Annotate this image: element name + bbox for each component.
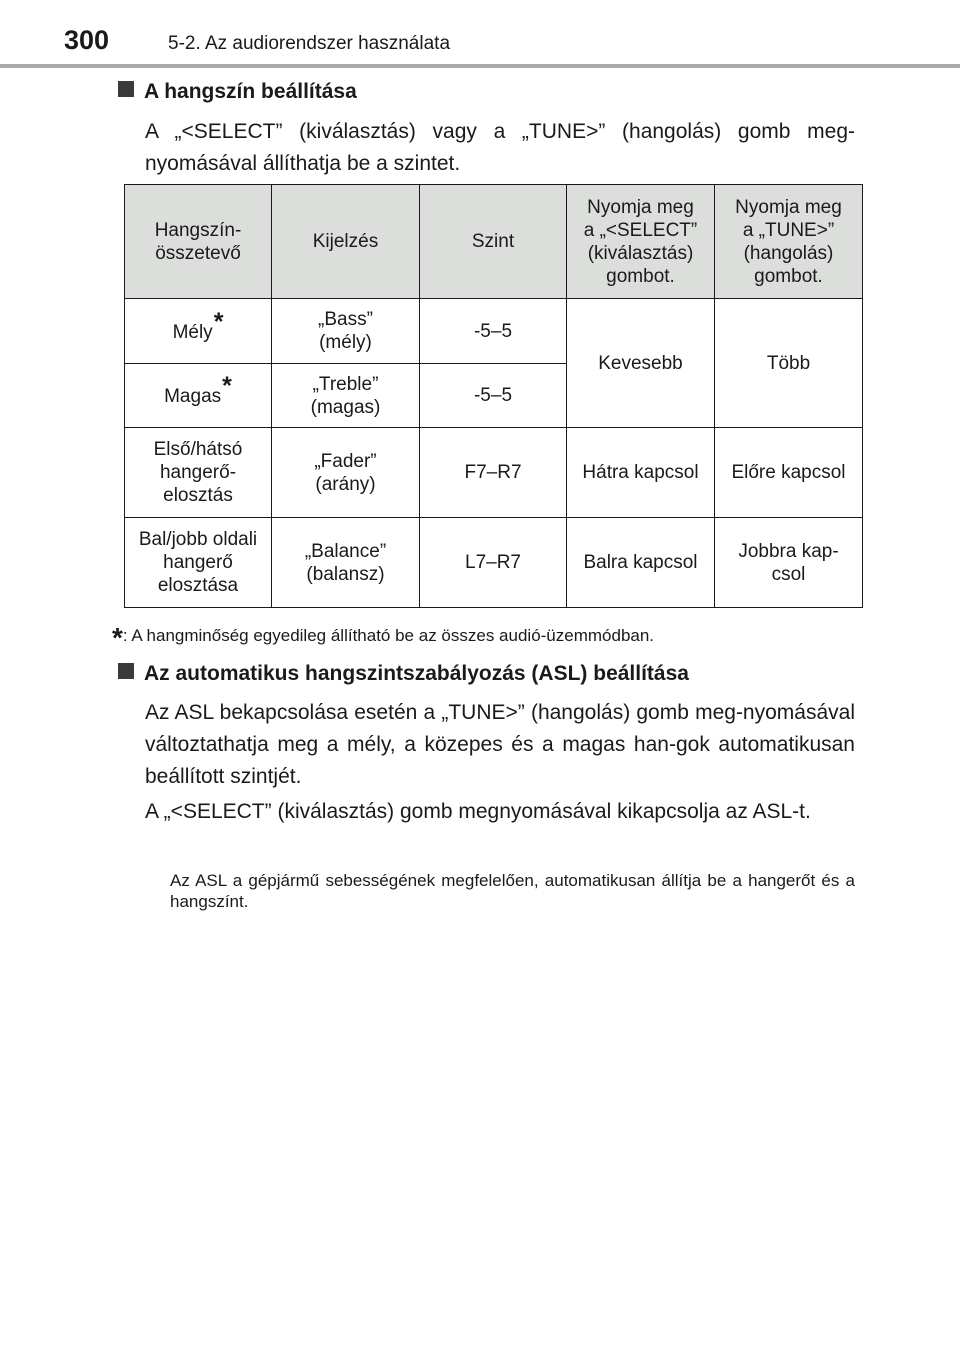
- cell-level: L7–R7: [420, 518, 567, 608]
- cell-tune: Előre kapcsol: [715, 428, 863, 518]
- header-level: Szint: [420, 185, 567, 299]
- asl-paragraph-2: A „<SELECT” (kiválasztás) gomb megnyomásával kikapcsolja az ASL-t.: [145, 800, 811, 823]
- cell-display: „Balance” (balansz): [272, 518, 420, 608]
- cell-display: „Treble” (magas): [272, 364, 420, 428]
- section-title-asl: [118, 660, 689, 688]
- footnote-text: : A hangminőség egyedileg állítható be az összes audió-üzemmódban.: [122, 626, 655, 645]
- tone-settings-table: [124, 184, 863, 608]
- header-component: Hangszín- összetevő: [125, 185, 272, 299]
- tone-paragraph: A „<SELECT” (kiválasztás) vagy a „TUNE>” (hangolás) gomb meg-nyomásával állíthatja be a szintet.: [145, 120, 855, 175]
- header-display: Kijelzés: [272, 185, 420, 299]
- asterisk-mark: *: [213, 307, 224, 336]
- cell-display: „Fader” (arány): [272, 428, 420, 518]
- bullet-square-icon: [118, 81, 134, 97]
- table-row: [125, 428, 863, 518]
- cell-level: -5–5: [420, 364, 567, 428]
- page-number: 300: [64, 25, 110, 55]
- cell-select-merged: Kevesebb: [567, 299, 715, 428]
- section-title-tone: [118, 78, 357, 106]
- header-rule: [0, 64, 960, 68]
- bullet-square-icon: [118, 663, 134, 679]
- table-row: [125, 299, 863, 364]
- table-header-row: [125, 185, 863, 299]
- cell-component: Magas*: [125, 364, 272, 428]
- cell-select: Hátra kapcsol: [567, 428, 715, 518]
- section-title-tone-text: A hangszín beállítása: [144, 80, 357, 103]
- footnote: [112, 620, 655, 653]
- cell-level: -5–5: [420, 299, 567, 364]
- asterisk-mark: *: [222, 372, 232, 400]
- cell-component: Bal/jobb oldali hangerő elosztása: [125, 518, 272, 608]
- section-title-asl-text: Az automatikus hangszintszabályozás (ASL) beállítása: [144, 662, 689, 685]
- cell-tune: Jobbra kap- csol: [715, 518, 863, 608]
- cell-tune-merged: Több: [715, 299, 863, 428]
- asl-note: Az ASL a gépjármű sebességének megfelelően, automatikusan állítja be a hangerőt és a hangszínt.: [170, 871, 855, 911]
- header-select: Nyomja meg a „<SELECT” (kiválasztás) gombot.: [567, 185, 715, 299]
- chapter-title: 5-2. Az audiorendszer használata: [168, 33, 451, 54]
- cell-component: Első/hátsó hangerő- elosztás: [125, 428, 272, 518]
- cell-display: „Bass” (mély): [272, 299, 420, 364]
- page-header: [64, 24, 874, 60]
- header-tune: Nyomja meg a „TUNE>” (hangolás) gombot.: [715, 185, 863, 299]
- table-row: [125, 518, 863, 608]
- footnote-asterisk: *: [112, 622, 123, 653]
- asl-paragraph-1: Az ASL bekapcsolása esetén a „TUNE>” (hangolás) gomb meg-nyomásával változtathatja meg a mély, a közepes és a magas han-gok automatikusan beállított szintjét.: [145, 701, 855, 788]
- cell-level: F7–R7: [420, 428, 567, 518]
- cell-component: Mély*: [125, 299, 272, 364]
- cell-select: Balra kapcsol: [567, 518, 715, 608]
